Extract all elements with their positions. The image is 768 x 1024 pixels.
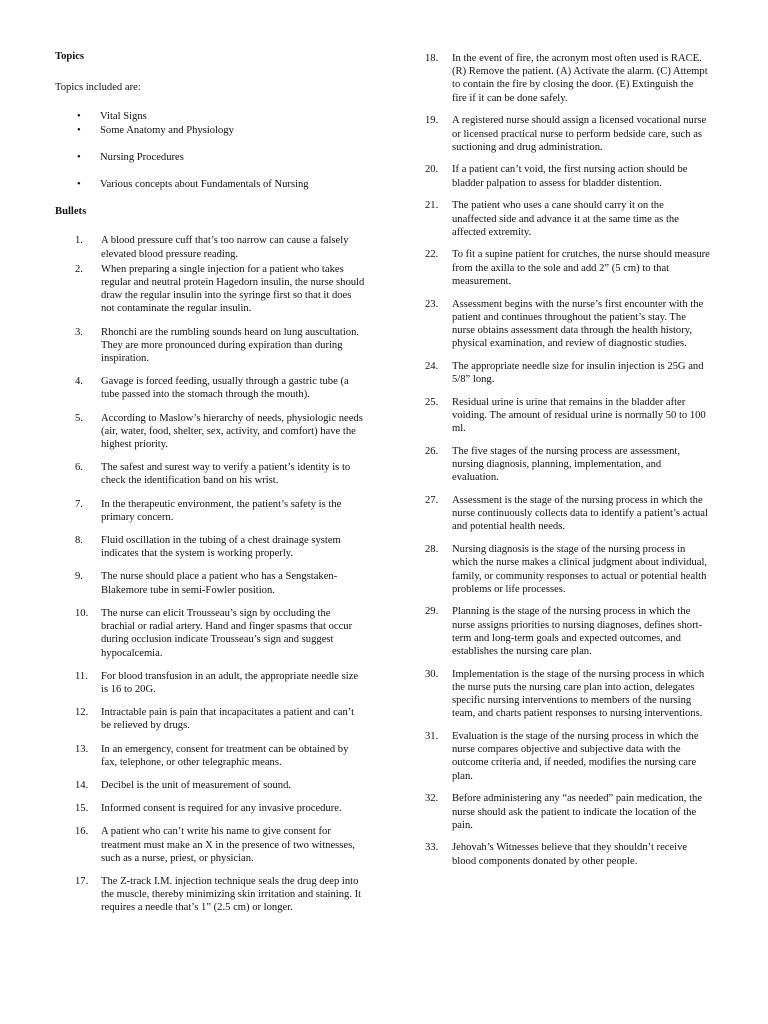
- item-text: Assessment begins with the nurse’s first encounter with the patient and continues throughout the patient’s stay. The nurse obtains assessment data through the health history, physical examination, and review of diagnostic studies.: [452, 298, 704, 350]
- item-text: Residual urine is urine that remains in the bladder after voiding. The amount of residual urine is normally 50 to 100 ml.: [452, 396, 706, 435]
- item-text: In an emergency, consent for treatment can be obtained by fax, telephone, or other telegraphic means.: [101, 743, 349, 768]
- item-text: To fit a supine patient for crutches, the nurse should measure from the axilla to the sole and add 2” (5 cm) to that measurement.: [452, 249, 710, 287]
- list-item: [425, 163, 710, 189]
- item-number: 25.: [425, 396, 439, 408]
- topic-item: [55, 110, 365, 123]
- list-item: [55, 326, 365, 366]
- item-number: 32.: [425, 793, 439, 805]
- list-item: [425, 792, 710, 832]
- list-item: [55, 825, 365, 865]
- topics-heading: Topics: [55, 51, 85, 62]
- list-item: [55, 498, 365, 524]
- topic-text: Some Anatomy and Physiology: [100, 124, 234, 136]
- item-number: 17.: [75, 875, 89, 887]
- list-item: [55, 263, 365, 316]
- item-number: 27.: [425, 494, 439, 506]
- list-item: [425, 668, 710, 721]
- item-text: Decibel is the unit of measurement of sound.: [101, 779, 292, 791]
- bullets-list-left: [55, 234, 365, 914]
- item-number: 15.: [75, 803, 89, 815]
- topic-text: Nursing Procedures: [100, 151, 184, 163]
- item-text: In the therapeutic environment, the patient’s safety is the primary concern.: [101, 498, 342, 523]
- list-item: [55, 461, 365, 487]
- list-item: [425, 494, 710, 534]
- bullets-heading: Bullets: [55, 206, 87, 218]
- bullet-glyph: •: [77, 111, 81, 123]
- item-number: 23.: [425, 298, 439, 310]
- item-text: The five stages of the nursing process are assessment, nursing diagnosis, planning, implementation, and evaluation.: [452, 445, 680, 484]
- list-item: [425, 730, 710, 783]
- item-text: The appropriate needle size for insulin injection is 25G and 5/8” long.: [452, 360, 704, 386]
- item-text: In the event of fire, the acronym most often used is RACE. (R) Remove the patient. (A) Activate the alarm. (C) Attempt to contain the fire by closing the door. (E) Extinguish the fire if it can be done safely.: [452, 53, 708, 104]
- list-item: [425, 445, 710, 485]
- item-text: According to Maslow’s hierarchy of needs, physiologic needs (air, water, food, shelter, sex, activity, and comfort) have the highest priority.: [101, 412, 363, 451]
- list-item: [55, 802, 365, 815]
- bullets-list-right: [425, 52, 710, 868]
- bullet-glyph: •: [77, 124, 81, 136]
- item-number: 30.: [425, 668, 439, 680]
- item-text: The nurse can elicit Trousseau’s sign by occluding the brachial or radial artery. Hand and finger spasms that occur during occlusion indicate Trousseau’s sign and suggest hypocalcemia.: [101, 607, 353, 659]
- item-number: 1.: [75, 235, 83, 247]
- item-text: A blood pressure cuff that’s too narrow can cause a falsely elevated blood pressure reading.: [101, 235, 349, 260]
- list-item: [55, 743, 365, 769]
- item-text: Gavage is forced feeding, usually through a gastric tube (a tube passed into the stomach through the mouth).: [101, 376, 349, 401]
- item-text: Before administering any “as needed” pain medication, the nurse should ask the patient to indicate the location of the pain.: [452, 793, 703, 831]
- list-item: [55, 375, 365, 401]
- item-text: Informed consent is required for any invasive procedure.: [101, 803, 342, 815]
- item-text: The nurse should place a patient who has a Sengstaken-Blakemore tube in semi-Fowler position.: [101, 571, 338, 596]
- list-item: [55, 607, 365, 660]
- item-number: 28.: [425, 544, 439, 556]
- item-number: 22.: [425, 249, 439, 261]
- list-item: [425, 543, 710, 596]
- list-item: [425, 396, 710, 436]
- list-item: [55, 670, 365, 696]
- list-item: [55, 412, 365, 452]
- item-number: 31.: [425, 731, 439, 743]
- list-item: [55, 706, 365, 732]
- topic-text: Various concepts about Fundamentals of Nursing: [100, 179, 309, 191]
- item-number: 20.: [425, 164, 439, 176]
- list-item: [55, 875, 365, 915]
- item-number: 2.: [75, 263, 83, 275]
- item-text: The Z-track I.M. injection technique seals the drug deep into the muscle, thereby minimizing skin irritation and staining. It requires a needle that’s 1” (2.5 cm) or longer.: [101, 875, 362, 914]
- list-item: [425, 605, 710, 658]
- item-text: Nursing diagnosis is the stage of the nursing process in which the nurse makes a clinical judgment about individual, family, or community responses to actual or potential health problems or life processes.: [452, 544, 708, 595]
- list-item: [425, 841, 710, 867]
- item-number: 6.: [75, 462, 83, 474]
- left-column: [55, 50, 365, 925]
- item-number: 33.: [425, 842, 439, 854]
- list-item: [55, 234, 365, 260]
- bullet-glyph: •: [77, 179, 81, 191]
- list-item: [425, 114, 710, 154]
- topic-item: [55, 178, 365, 191]
- list-item: [425, 248, 710, 288]
- topic-item: [55, 124, 365, 137]
- topics-list: [55, 110, 365, 191]
- item-text: Evaluation is the stage of the nursing process in which the nurse compares objective and subjective data with the outcome criteria and, if needed, modifies the nursing care plan.: [452, 731, 699, 782]
- item-text: Fluid oscillation in the tubing of a chest drainage system indicates that the system is working properly.: [101, 535, 341, 560]
- item-number: 29.: [425, 606, 439, 618]
- item-number: 26.: [425, 445, 439, 457]
- list-item: [55, 570, 365, 596]
- item-text: The safest and surest way to verify a patient’s identity is to check the identification band on his wrist.: [101, 462, 351, 487]
- item-text: Planning is the stage of the nursing process in which the nurse assigns priorities to nursing diagnoses, defines short-term and long-term goals and expected outcomes, and establishes the nursing care plan.: [452, 606, 703, 658]
- list-item: [55, 534, 365, 560]
- item-text: A patient who can’t write his name to give consent for treatment must make an X in the presence of two witnesses, such as a nurse, priest, or physician.: [101, 826, 355, 864]
- item-number: 14.: [75, 779, 89, 791]
- list-item: [425, 52, 710, 105]
- bullet-glyph: •: [77, 151, 81, 163]
- item-number: 19.: [425, 115, 439, 127]
- item-number: 8.: [75, 535, 83, 547]
- item-text: A registered nurse should assign a licensed vocational nurse or licensed practical nurse to perform bedside care, such as suctioning and drug administration.: [452, 115, 707, 153]
- item-number: 13.: [75, 743, 89, 755]
- item-number: 18.: [425, 53, 439, 64]
- item-text: For blood transfusion in an adult, the appropriate needle size is 16 to 20G.: [101, 670, 359, 695]
- list-item: [425, 360, 710, 386]
- item-number: 5.: [75, 412, 83, 424]
- list-item: [425, 199, 710, 239]
- item-number: 16.: [75, 826, 89, 838]
- item-number: 12.: [75, 707, 89, 719]
- item-text: Jehovah’s Witnesses believe that they shouldn’t receive blood components donated by other people.: [452, 842, 688, 867]
- item-number: 7.: [75, 498, 83, 510]
- item-number: 3.: [75, 326, 83, 338]
- item-text: If a patient can’t void, the first nursing action should be bladder palpation to assess for bladder distention.: [452, 164, 688, 189]
- item-text: Assessment is the stage of the nursing process in which the nurse continuously collects data to identify a patient’s actual and potential health needs.: [452, 494, 708, 533]
- list-item: [425, 298, 710, 351]
- item-text: Intractable pain is pain that incapacitates a patient and can’t be relieved by drugs.: [101, 707, 355, 732]
- item-number: 24.: [425, 360, 439, 372]
- list-item: [55, 779, 365, 792]
- item-number: 9.: [75, 571, 83, 583]
- item-number: 11.: [75, 670, 88, 682]
- topics-intro: Topics included are:: [55, 82, 141, 94]
- item-text: When preparing a single injection for a patient who takes regular and neutral protein Hagedorn insulin, the nurse should draw the regular insulin into the syringe first so that it does not contaminate the regular insulin.: [101, 263, 365, 315]
- topic-text: Vital Signs: [100, 111, 147, 123]
- right-column: [425, 52, 710, 877]
- item-number: 21.: [425, 200, 439, 212]
- item-text: The patient who uses a cane should carry it on the unaffected side and advance it at the same time as the affected extremity.: [452, 200, 679, 238]
- topic-item: [55, 151, 365, 164]
- item-text: Rhonchi are the rumbling sounds heard on lung auscultation. They are more pronounced during expiration than during inspiration.: [101, 326, 360, 365]
- item-number: 4.: [75, 376, 83, 388]
- item-number: 10.: [75, 607, 89, 619]
- item-text: Implementation is the stage of the nursing process in which the nurse puts the nursing care plan into action, delegates specific nursing interventions to members of the nursing team, and charts patient responses to nursing interventions.: [452, 668, 705, 720]
